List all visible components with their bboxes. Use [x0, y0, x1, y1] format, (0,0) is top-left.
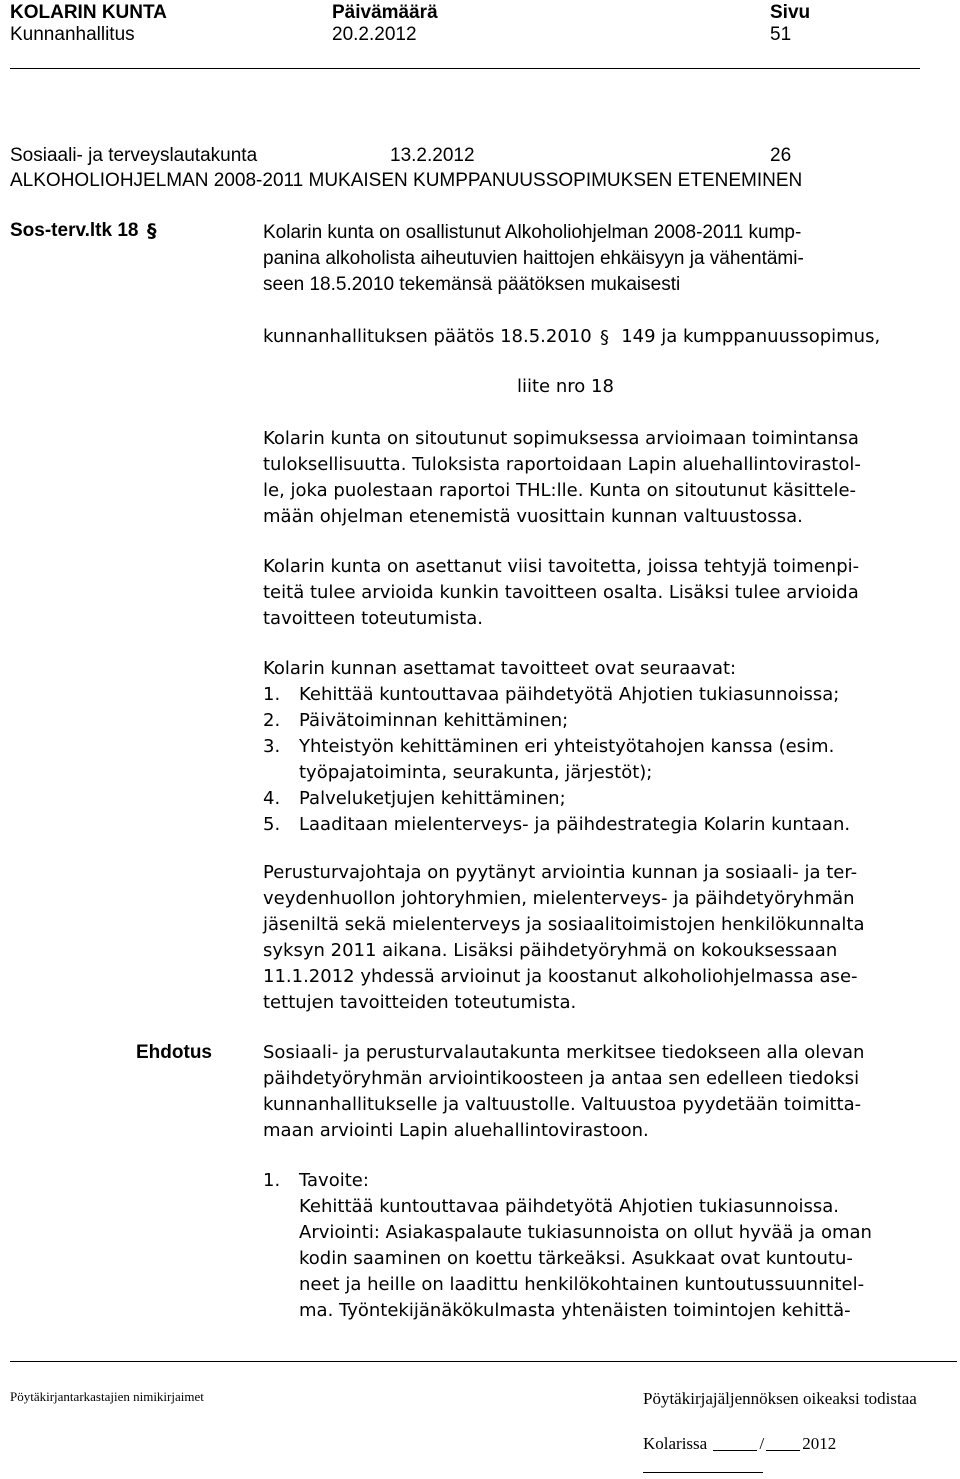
goal-text: Laaditaan mielenterveys- ja päihdestrategia Kolarin kuntaan.	[299, 814, 851, 835]
section-sign-icon	[147, 220, 159, 240]
item-number: 1.	[263, 1170, 281, 1191]
place: Kolarissa	[643, 1434, 708, 1453]
item-title: Tavoite:	[299, 1170, 369, 1191]
date-label: Päivämäärä	[332, 2, 438, 23]
paragraph-line: teitä tulee arvioida kunkin tavoitteen osalta. Lisäksi tulee arvioida	[263, 582, 859, 603]
item-line: ma. Työntekijänäkökulmasta yhtenäisten toimintojen kehittä-	[299, 1300, 851, 1321]
item-line: Arviointi: Asiakaspalaute tukiasunnoista on ollut hyvää ja oman	[299, 1222, 872, 1243]
goal-text: Päivätoiminnan kehittäminen;	[299, 710, 569, 731]
decision-text-b: 149 ja kumppanuussopimus,	[621, 326, 881, 347]
item-number: 26	[770, 145, 792, 166]
proposal-text	[263, 1040, 864, 1144]
committee-name: Sosiaali- ja terveyslautakunta	[10, 145, 258, 166]
goal-text: Palveluketjujen kehittäminen;	[299, 788, 566, 809]
item-line: neet ja heille on laadittu henkilökohtainen kuntoutussuunnitel-	[299, 1274, 865, 1295]
date-slash: /	[759, 1434, 765, 1453]
item-title: ALKOHOLIOHJELMAN 2008-2011 MUKAISEN KUMPPANUUSSOPIMUKSEN ETENEMINEN	[10, 170, 803, 191]
org-name: KOLARIN KUNTA	[10, 2, 167, 23]
paragraph-line: 11.1.2012 yhdessä arvioinut ja koostanut alkoholiohjelmassa ase-	[263, 966, 858, 987]
goal-item	[263, 812, 850, 838]
evaluation-item-1	[263, 1168, 872, 1324]
page-number: 51	[770, 24, 792, 45]
paragraph-line: tavoitteen toteutumista.	[263, 608, 483, 629]
intro-paragraph	[263, 220, 804, 298]
signature-rule	[643, 1472, 763, 1473]
paragraph-line: Kolarin kunta on sitoutunut sopimuksessa arvioimaan toimintansa	[263, 428, 859, 449]
paragraph-line: Perusturvajohtaja on pyytänyt arviointia kunnan ja sosiaali- ja ter-	[263, 862, 858, 883]
decision-reference	[263, 324, 880, 350]
paragraph-line: mään ohjelman etenemistä vuosittain kunnan valtuustossa.	[263, 506, 803, 527]
svg-text:§: §	[600, 327, 610, 348]
section-sign-icon	[600, 326, 612, 346]
goal-number: 2.	[263, 710, 281, 731]
goal-continuation: työpajatoiminta, seurakunta, järjestöt);	[299, 762, 653, 783]
page-label: Sivu	[770, 2, 811, 23]
goal-item	[263, 786, 850, 812]
goal-text: Kehittää kuntouttavaa päihdetyötä Ahjotien tukiasunnoissa;	[299, 684, 840, 705]
section-ref-text: Sos-terv.ltk 18	[10, 220, 139, 241]
footer-rule	[10, 1361, 957, 1362]
paragraph-line: syksyn 2011 aikana. Lisäksi päihdetyöryhmä on kokouksessaan	[263, 940, 838, 961]
paragraph-line: Kolarin kunta on asettanut viisi tavoitetta, joissa tehtyjä toimenpi-	[263, 556, 860, 577]
committee-date: 13.2.2012	[390, 145, 475, 166]
meeting-body: Kunnanhallitus	[10, 24, 135, 45]
paragraph-3	[263, 860, 865, 1016]
goals-section	[263, 656, 850, 838]
item-heading	[263, 1168, 872, 1194]
paragraph-line: kunnanhallitukselle ja valtuustolle. Valtuustoa pyydetään toimitta-	[263, 1094, 862, 1115]
item-line: kodin saaminen on koettu tärkeäksi. Asukkaat ovat kuntoutu-	[299, 1248, 853, 1269]
attachment-ref: liite nro 18	[517, 376, 614, 397]
paragraph-line: tuloksellisuutta. Tuloksista raportoidaan Lapin aluehallintovirastol-	[263, 454, 861, 475]
svg-text:§: §	[146, 220, 157, 242]
decision-text-a: kunnanhallituksen päätös 18.5.2010	[263, 326, 592, 347]
signers-label: Pöytäkirjantarkastajien nimikirjaimet	[10, 1389, 204, 1404]
paragraph-1	[263, 426, 861, 530]
goal-item	[263, 708, 850, 734]
goal-item	[263, 682, 850, 708]
item-line: Kehittää kuntouttavaa päihdetyötä Ahjotien tukiasunnoissa.	[299, 1196, 839, 1217]
section-ref	[10, 220, 162, 242]
goals-intro: Kolarin kunnan asettamat tavoitteet ovat seuraavat:	[263, 658, 737, 679]
paragraph-line: veydenhuollon johtoryhmien, mielenterveys- ja päihdetyöryhmän	[263, 888, 855, 909]
intro-line: panina alkoholista aiheutuvien haittojen ehkäisyyn ja vähentämi-	[263, 248, 804, 269]
intro-line: Kolarin kunta on osallistunut Alkoholiohjelman 2008-2011 kump-	[263, 222, 802, 243]
goal-item	[263, 734, 850, 760]
month-blank	[766, 1436, 800, 1451]
paragraph-line: päihdetyöryhmän arviointikoosteen ja antaa sen edelleen tiedoksi	[263, 1068, 860, 1089]
paragraph-line: le, joka puolestaan raportoi THL:lle. Kunta on sitoutunut käsittele-	[263, 480, 857, 501]
meeting-date: 20.2.2012	[332, 24, 417, 45]
paragraph-line: jäseniltä sekä mielenterveys ja sosiaalitoimistojen henkilökunnalta	[263, 914, 865, 935]
goal-number: 4.	[263, 788, 281, 809]
paragraph-line: tettujen tavoitteiden toteutumista.	[263, 992, 577, 1013]
certification-line	[643, 1434, 836, 1454]
year: 2012	[802, 1434, 837, 1453]
goal-number: 3.	[263, 736, 281, 757]
day-blank	[713, 1436, 757, 1451]
goal-text: Yhteistyön kehittäminen eri yhteistyötahojen kanssa (esim.	[299, 736, 835, 757]
certified-label: Pöytäkirjajäljennöksen oikeaksi todistaa	[643, 1389, 917, 1408]
header-rule	[10, 68, 920, 69]
paragraph-2	[263, 554, 859, 632]
intro-line: seen 18.5.2010 tekemänsä päätöksen mukaisesti	[263, 274, 681, 295]
goal-number: 1.	[263, 684, 281, 705]
paragraph-line: Sosiaali- ja perusturvalautakunta merkitsee tiedokseen alla olevan	[263, 1042, 865, 1063]
goal-number: 5.	[263, 814, 281, 835]
proposal-label: Ehdotus	[136, 1042, 212, 1063]
paragraph-line: maan arviointi Lapin aluehallintovirastoon.	[263, 1120, 649, 1141]
